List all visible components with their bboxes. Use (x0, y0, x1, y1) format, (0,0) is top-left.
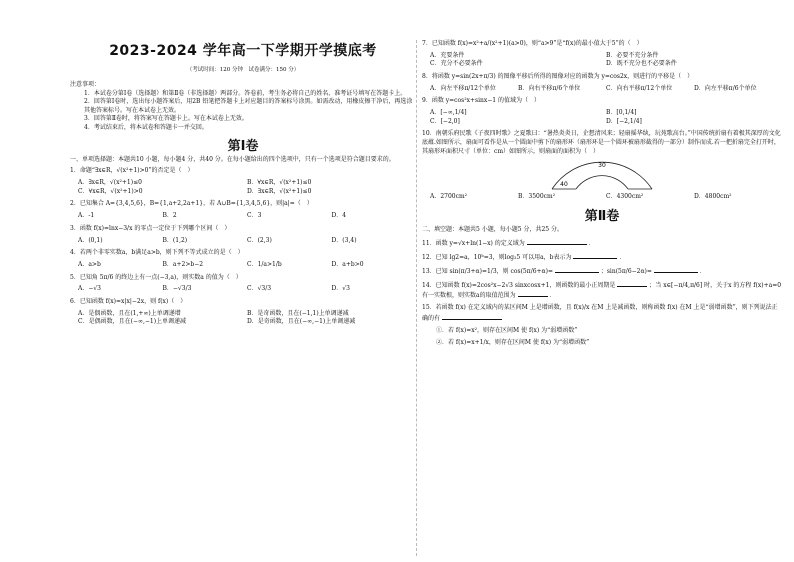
option-d: D．4800cm² (694, 192, 732, 200)
question-stem: 2．已知集合 A={3,4,5,6}，B={1,a+2,2a+1}，若 A∪B={1,3,4,5,6}，则|a|=（ ） (70, 200, 313, 208)
question-options (70, 212, 416, 221)
exam-subtitle: （考试时间：120 分钟 试卷满分：150 分） (186, 67, 300, 73)
question-stem: 7．已知函数 f(x)=x²+a/(x²+1)(a>0)，则“a>9”是“f(x)的最小值大于5”的（ ） (422, 40, 643, 47)
question-11 (422, 238, 782, 249)
option-d: D．∃x∈R，√(x²+1)≤0 (247, 187, 312, 195)
option-c: C．向右平移π/12个单位 (606, 84, 673, 92)
option-c: C．√3/3 (247, 285, 272, 293)
question-options (422, 85, 782, 94)
option-b: B．2 (162, 212, 177, 220)
question-10 (422, 130, 782, 201)
fill-text: 11．函数 y=√x+ln(1−x) 的定义域为 (422, 240, 525, 248)
answer-blank (442, 313, 502, 320)
note-item: 3．回答第Ⅱ卷时，将答案写在答题卡上。写在本试卷上无效。 (84, 115, 248, 123)
note-item: 4．考试结束后，将本试卷和答题卡一并交回。 (84, 123, 208, 131)
question-stem: 5．已知角 5π/6 的终边上有一点(−3,a)，则实数a 的值为（ ） (70, 273, 242, 281)
option-d: D．既不充分也不必要条件 (606, 60, 677, 68)
exam-title: 2023-2024 学年高一下学期开学摸底考 (109, 43, 377, 59)
fill-text: 15．若函数 f(x) 在定义域内的某区间M 上是增函数，且 f(x)/x 在M 上是减函数，则称函数 f(x) 在M 上是“弱增函数”，则下列说法正确的有 (422, 304, 778, 322)
option-b: B．a+2>b−2 (162, 260, 204, 268)
section1-instruction: 一、单项选择题：本题共10 小题，每小题4 分，共40 分。在每小题给出的四个选项中，只有一个选项是符合题目要求的。 (70, 155, 395, 163)
question-stem: 8．将函数 y=sin(2x+π/3) 的图像平移后所得的图像对应的函数为 y=cos2x，则进行的平移是（ ） (422, 72, 694, 80)
question-4 (70, 249, 416, 269)
option-d: D．是奇函数，且在(−∞,−1)上单调递减 (247, 318, 356, 326)
option-d: D．(3,4) (331, 236, 357, 244)
answer-blank (654, 266, 698, 273)
question-2 (70, 200, 416, 220)
option-b: B．∀x∈R，√(x²+1)≤0 (247, 179, 312, 187)
question-stem: 10．南朝乐府民歌《子夜四时歌》之夏歌曰：“暑热炎炎日，企想清风来；轻扇摇华纨，玩苑歌高台。”中国传统折扇有着极其深厚的文化底蕴.如图所示，扇面可看作是从一个圆面中剪下的扇形环（扇形环是一个圆环被扇形截得的一部分）制作而成.若一把折扇完全打开时，其扇形环面积尺寸（单位：cm）如图所示，则扇面的面积为（ ） (422, 130, 781, 155)
question-options (422, 193, 782, 202)
option-c: C．∀x∈R，√(x²+1)>0 (78, 187, 143, 195)
question-stem: 6．已知函数 f(x)=x|x|−2x，则 f(x)（ ） (70, 297, 187, 305)
option-c: C．3 (247, 212, 262, 220)
question-stem: 1．命题“∃x∈R，√(x²+1)>0”的否定是（ ） (70, 167, 194, 175)
notes-block (70, 81, 416, 133)
fill-text: ． (588, 240, 595, 248)
question-options (70, 261, 416, 270)
q15-item-1: ①．若 f(x)=x²，则存在区间M 使 f(x) 为“弱增函数” (436, 326, 578, 334)
question-options (422, 52, 782, 69)
option-b: B．必要不充分条件 (606, 51, 659, 59)
option-c: C．4300cm² (606, 192, 644, 200)
answer-blank (573, 252, 617, 259)
fill-text: ． (619, 253, 626, 261)
section2-title: 第Ⅱ卷 (584, 209, 620, 225)
fill-text: ；当 x∈[−π/4,π/6] 时，关于x 的方程 f(x)+a=0 有一实数根，则实数a的取值范围为 (422, 281, 782, 300)
option-a: A．∃x∈R，√(x²+1)≤0 (78, 179, 142, 187)
option-a: A．a>b (78, 260, 101, 268)
fill-text: ． (699, 267, 706, 275)
fan-diagram (542, 159, 662, 193)
question-stem: 4．若两个非零实数a，b满足a>b，则下列不等式成立的是（ ） (70, 249, 244, 257)
option-b: B．3500cm² (518, 192, 556, 200)
answer-blank (518, 290, 548, 297)
option-c: C．1/a>1/b (247, 260, 282, 268)
fill-text: ；sin(5π/6−2α)= (600, 267, 652, 275)
option-a: A．向左平移π/12个单位 (430, 84, 496, 92)
section1-title: 第Ⅰ卷 (227, 138, 259, 154)
question-options (422, 109, 782, 126)
question-6 (70, 298, 416, 327)
question-12 (422, 252, 782, 263)
option-d: D．√3 (331, 285, 350, 293)
fill-text: 12．已知 lg2=a，10ᵇ=3，则log₂5 可以用a，b表示为 (422, 253, 572, 261)
option-a: A．(0,1) (78, 236, 103, 244)
question-13 (422, 266, 782, 277)
option-a: A．充要条件 (430, 51, 465, 59)
option-b: B．向右平移π/6个单位 (518, 84, 581, 92)
option-b: B．(1,2) (162, 236, 188, 244)
option-d: D．向左平移π/6个单位 (694, 84, 757, 92)
option-a: A．[−∞,1/4] (430, 109, 467, 117)
question-options (70, 179, 416, 196)
option-d: D．[−2,1/4] (606, 117, 642, 125)
question-5 (70, 274, 416, 294)
question-7 (422, 40, 782, 69)
q15-item-2: ②．若 f(x)=x+1/x，则存在区间M 使 f(x) 为“弱增函数” (436, 338, 590, 346)
option-c: C．(2,3) (247, 236, 272, 244)
question-options (70, 285, 416, 294)
option-b: B．−√3/3 (162, 285, 192, 293)
fan-figure-wrap (422, 159, 782, 193)
question-14 (422, 280, 782, 302)
option-a: A．-1 (78, 212, 95, 220)
answer-blank (617, 280, 647, 287)
notes-heading: 注意事项： (70, 81, 101, 88)
option-d: D．4 (331, 212, 347, 220)
answer-blank (527, 238, 587, 245)
question-stem: 9．函数 y=cos²x+sinx−1 的值域为（ ） (422, 97, 541, 105)
option-d: D．a+b>0 (331, 260, 364, 268)
right-column (422, 40, 782, 350)
question-stem: 3．函数 f(x)=lnx−3/x 的零点一定位于下列哪个区间（ ） (70, 224, 231, 232)
option-c: C．[−2,0] (430, 117, 460, 125)
answer-blank (555, 266, 599, 273)
fill-text: ． (549, 292, 556, 300)
question-15 (422, 304, 782, 324)
question-3 (70, 225, 416, 245)
option-b: B．是奇函数，且在(−1,1)上单调递减 (247, 309, 349, 317)
option-a: A．是偶函数，且在(1,+∞)上单调递增 (78, 309, 181, 317)
option-a: A．−√3 (78, 285, 102, 293)
question-options (70, 310, 416, 327)
option-c: C．是偶函数，且在(−∞,−1)上单调递减 (78, 318, 187, 326)
question-9 (422, 97, 782, 126)
fan-outer-label: 30 (598, 161, 606, 169)
note-item: 2．回答第Ⅰ卷时，选出每小题答案后，用2B 铅笔把答题卡上对应题目的答案标号涂黑。如需改动，用橡皮擦干净后，再选涂其他答案标号。写在本试卷上无效。 (84, 98, 413, 114)
fan-inner-label: 40 (560, 180, 568, 188)
option-c: C．充分不必要条件 (430, 60, 483, 68)
column-divider (416, 40, 417, 556)
question-8 (422, 73, 782, 93)
question-1 (70, 167, 416, 196)
option-b: B．[0,1/4] (606, 109, 637, 117)
section2-instruction: 二、填空题：本题共5 小题，每小题5 分，共25 分。 (422, 226, 563, 234)
note-item: 1．本试卷分第Ⅰ卷（选择题）和第Ⅱ卷（非选择题）两部分。答卷前，考生务必将自己的姓名、准考证号填写在答题卡上。 (84, 89, 407, 97)
fill-text: 13．已知 sin(π/3+α)=1/3，则 cos(5π/6+α)= (422, 267, 553, 275)
option-a: A．2700cm² (430, 192, 468, 200)
fill-text: 14．已知函数 f(x)=2cos²x−2√3 sinxcosx+1，则函数的最小正周期是 (422, 281, 616, 289)
left-column (70, 40, 416, 331)
question-options (70, 237, 416, 246)
